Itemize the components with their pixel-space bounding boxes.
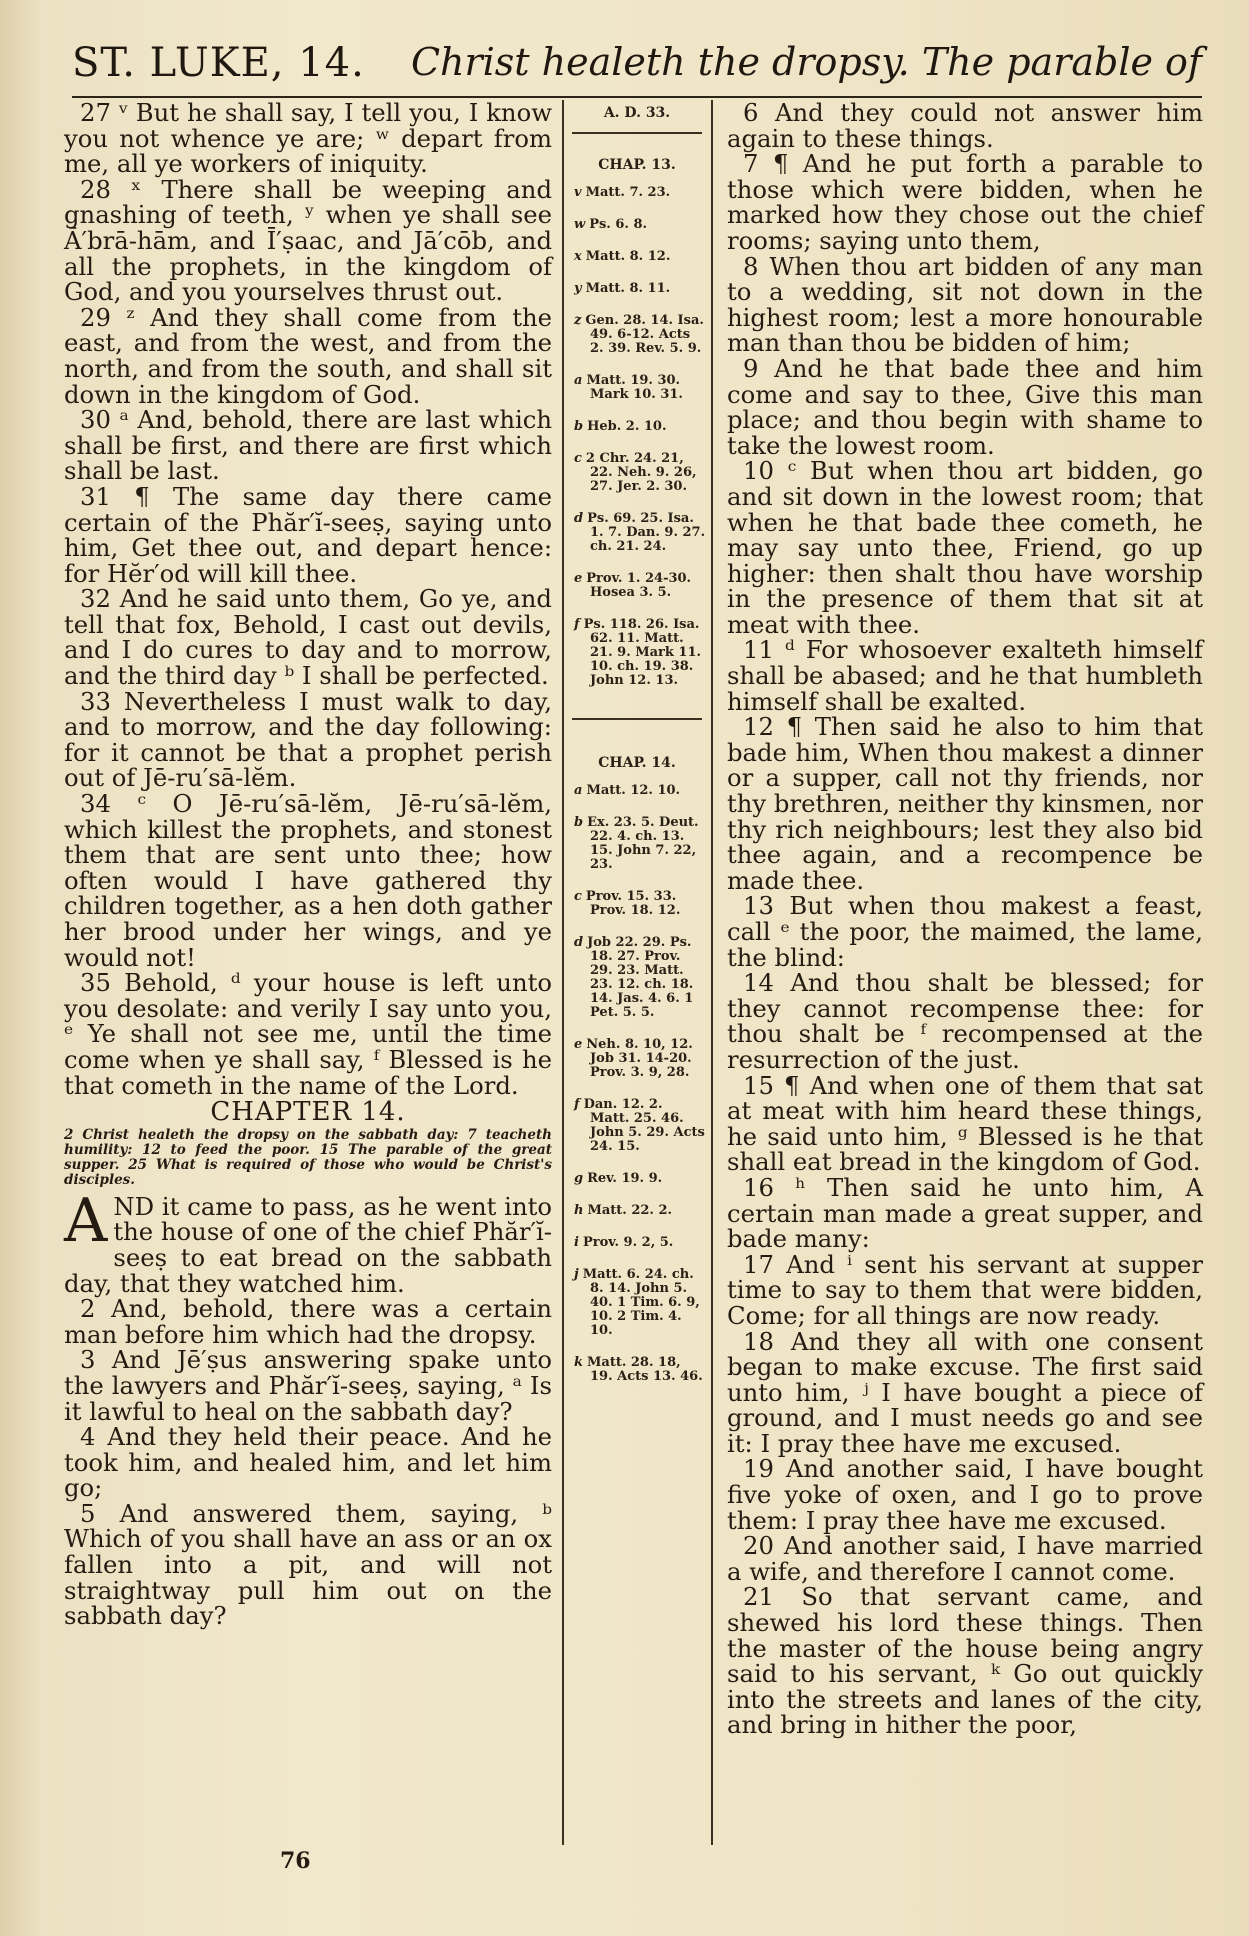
reference-letter: i	[574, 1235, 579, 1250]
reference-letter: e	[574, 571, 583, 586]
verse: 16 ʰ Then said he unto him, A certain man made a great supper, and bade many:	[727, 1172, 1203, 1254]
drop-cap: A	[64, 1185, 108, 1256]
reference-letter: b	[574, 419, 584, 434]
reference-text: Matt. 8. 12.	[585, 249, 671, 264]
reference-text: Ps. 118. 26. Isa. 62. 11. Matt. 21. 9. Mark 11. 10. ch. 19. 38. John 12. 13.	[583, 617, 702, 688]
page-number: 76	[280, 1848, 311, 1874]
reference-text: Prov. 9. 2, 5.	[582, 1235, 674, 1250]
verse: 28 ˣ There shall be weeping and gnashing of teeth, ʸ when ye shall see Ā′brā-hām, and Ī′ṣaac, and Jā′cōb, and all the prophets, in the kingdom of God, and you yourselves thrust out.	[64, 174, 552, 307]
verse: 32 And he said unto them, Go ye, and tell that fox, Behold, I cast out devils, and I do cures to day and to morrow, and the third day ᵇ I shall be perfected.	[64, 584, 552, 691]
verse: 21 So that servant came, and shewed his lord these things. Then the master of the house being angry said to his servant, ᵏ Go out quickly into the streets and lanes of the city, and bring in hither the poor,	[727, 1582, 1203, 1740]
chapter-summary: 2 Christ healeth the dropsy on the sabbath day: 7 teacheth humility: 12 to feed the poor. 15 The parable of the great supper. 25 What is required of those who would be Christ's disciples.	[64, 1126, 552, 1188]
page-header	[72, 40, 1202, 98]
anno-domini: A. D. 33.	[603, 105, 671, 121]
verse: 7 ¶ And he put forth a parable to those which were bidden, when he marked how they chose out the chief rooms; saying unto them,	[727, 149, 1203, 255]
reference-text: Matt. 7. 23.	[585, 185, 671, 200]
cross-reference	[568, 282, 706, 296]
cross-reference	[568, 1268, 706, 1338]
cross-reference	[568, 618, 706, 688]
verse: 5 And answered them, saying, ᵇ Which of you shall have an ass or an ox fallen into a pit, and will not straightway pull him out on the sabbath day?	[64, 1498, 552, 1631]
column-rule-right	[711, 100, 713, 1845]
reference-letter: d	[574, 935, 584, 950]
reference-letter: z	[574, 313, 582, 328]
reference-text: Ps. 6. 8.	[589, 217, 648, 232]
reference-text: Matt. 28. 18, 19. Acts 13. 46.	[587, 1355, 703, 1384]
left-text-column	[64, 100, 552, 1629]
reference-letter: x	[574, 249, 582, 264]
reference-letter: j	[574, 1267, 579, 1282]
reference-letter: d	[574, 511, 584, 526]
reference-text: Matt. 12. 10.	[586, 783, 681, 798]
cross-reference	[568, 186, 706, 200]
reference-text: 2 Chr. 24. 21, 22. Neh. 9. 26, 27. Jer. 2. 30.	[585, 451, 697, 494]
margin-chap-14: CHAP. 14.	[598, 755, 676, 771]
cross-reference	[568, 1204, 706, 1218]
cross-reference	[568, 816, 706, 872]
book-chapter-title: ST. LUKE, 14.	[72, 40, 365, 86]
verse: 17 And ⁱ sent his servant at supper time to say to them that were bidden, Come; for all things are now ready.	[727, 1249, 1203, 1330]
margin-divider	[572, 132, 702, 134]
cross-reference	[568, 572, 706, 600]
reference-text: Gen. 28. 14. Isa. 49. 6-12. Acts 2. 39. Rev. 5. 9.	[585, 313, 704, 356]
cross-reference	[568, 314, 706, 356]
cross-reference	[568, 890, 706, 918]
cross-reference	[568, 784, 706, 798]
reference-text: Matt. 6. 24. ch. 8. 14. John 5. 40. 1 Tim. 6. 9, 10. 2 Tim. 4. 10.	[582, 1267, 700, 1338]
refs-chapter-14	[568, 784, 706, 1384]
refs-chapter-13	[568, 186, 706, 688]
verse: 2 And, behold, there was a certain man before him which had the dropsy.	[64, 1294, 552, 1349]
reference-text: Heb. 2. 10.	[587, 419, 667, 434]
reference-letter: c	[574, 451, 582, 466]
cross-reference	[568, 1038, 706, 1080]
cross-reference	[568, 452, 706, 494]
verse: 9 And he that bade thee and him come and say to thee, Give this man place; and thou begin with shame to take the lowest room.	[727, 353, 1203, 460]
reference-letter: c	[574, 889, 582, 904]
reference-text: Job 22. 29. Ps. 18. 27. Prov. 29. 23. Matt. 23. 12. ch. 18. 14. Jas. 4. 6. 1 Pet. 5. 5.	[587, 935, 694, 1020]
verse-1-text: ND it came to pass, as he went into the house of one of the chief Phăr′ĭ-seeṣ to eat bread on the sabbath day, that they watched him.	[64, 1191, 552, 1298]
verse: 13 But when thou makest a feast, call ᵉ the poor, the maimed, the lame, the blind:	[727, 891, 1203, 972]
verse: 20 And another said, I have married a wife, and therefore I cannot come.	[727, 1531, 1203, 1586]
cross-reference	[568, 936, 706, 1020]
cross-reference	[568, 1236, 706, 1250]
reference-letter: y	[574, 281, 582, 296]
margin-divider	[572, 718, 702, 720]
reference-text: Ex. 23. 5. Deut. 22. 4. ch. 13. 15. John 7. 22, 23.	[587, 815, 699, 872]
verse: 14 And thou shalt be blessed; for they cannot recompense thee: for thou shalt be ᶠ recompensed at the resurrection of the just.	[727, 968, 1203, 1074]
reference-text: Dan. 12. 2. Matt. 25. 46. John 5. 29. Acts 24. 15.	[583, 1097, 705, 1154]
cross-reference	[568, 420, 706, 434]
reference-text: Ps. 69. 25. Isa. 1. 7. Dan. 9. 27. ch. 21. 24.	[587, 511, 706, 554]
cross-reference-margin	[568, 100, 706, 1402]
right-text-column	[727, 100, 1203, 1738]
chapter-heading: CHAPTER 14.	[210, 1097, 406, 1128]
reference-letter: b	[574, 815, 584, 830]
verse: 6 And they could not answer him again to these things.	[727, 98, 1203, 153]
cross-reference	[568, 218, 706, 232]
reference-text: Rev. 19. 9.	[587, 1171, 663, 1186]
cross-reference	[568, 1098, 706, 1154]
verse: 3 And Jē′ṣus answering spake unto the lawyers and Phăr′ĭ-seeṣ, saying, ᵃ Is it lawful to heal on the sabbath day?	[64, 1345, 552, 1426]
verse: 18 And they all with one consent began to make excuse. The first said unto him, ʲ I have bought a piece of ground, and I must needs go and see it: I pray thee have me excused.	[727, 1326, 1203, 1458]
reference-letter: a	[574, 373, 583, 388]
cross-reference	[568, 374, 706, 402]
verse: 4 And they held their peace. And he took him, and healed him, and let him go;	[64, 1422, 552, 1503]
reference-letter: g	[574, 1171, 584, 1186]
verse: 19 And another said, I have bought five yoke of oxen, and I go to prove them: I pray thee have me excused.	[727, 1454, 1203, 1535]
verse: 31 ¶ The same day there came certain of the Phăr′ĭ-seeṣ, saying unto him, Get thee out, and depart hence: for Hĕr′od will kill thee.	[64, 481, 552, 588]
reference-letter: f	[574, 1097, 580, 1112]
reference-letter: k	[574, 1355, 584, 1370]
cross-reference	[568, 250, 706, 264]
cross-reference	[568, 1356, 706, 1384]
reference-text: Neh. 8. 10, 12. Job 31. 14-20. Prov. 3. 9, 28.	[586, 1037, 693, 1080]
verse: 8 When thou art bidden of any man to a wedding, sit not down in the highest room; lest a more honourable man than thou be bidden of him;	[727, 251, 1203, 358]
verse: 35 Behold, ᵈ your house is left unto you desolate: and verily I say unto you, ᵉ Ye shall not see me, until the time come when ye shall say, ᶠ Blessed is he that cometh in the name of the Lord.	[64, 968, 552, 1100]
chapter-opening-verse	[64, 1185, 552, 1298]
cross-reference	[568, 512, 706, 554]
verse: 15 ¶ And when one of them that sat at meat with him heard these things, he said unto him, ᵍ Blessed is he that shall eat bread in the kingdom of God.	[727, 1070, 1203, 1177]
reference-letter: v	[574, 185, 582, 200]
margin-chap-13: CHAP. 13.	[598, 157, 676, 173]
reference-text: Matt. 8. 11.	[585, 281, 671, 296]
verse: 10 ᶜ But when thou art bidden, go and sit down in the lowest room; that when he that bade thee cometh, he may say unto thee, Friend, go up higher: then shalt thou have worship in the presence of them that sit at meat with thee.	[727, 456, 1203, 639]
reference-letter: w	[574, 217, 586, 232]
reference-text: Prov. 15. 33. Prov. 18. 12.	[585, 889, 681, 918]
reference-text: Matt. 19. 30. Mark 10. 31.	[586, 373, 683, 402]
verse: 29 ᶻ And they shall come from the east, and from the west, and from the north, and from the south, and shall sit down in the kingdom of God.	[64, 302, 552, 409]
verse: 11 ᵈ For whosoever exalteth himself shall be abased; and he that humbleth himself shall be exalted.	[727, 635, 1203, 716]
running-head: Christ healeth the dropsy. The parable of	[410, 40, 1202, 84]
reference-letter: a	[574, 783, 583, 798]
reference-letter: e	[574, 1037, 583, 1052]
verse: 33 Nevertheless I must walk to day, and to morrow, and the day following: for it cannot be that a prophet perish out of Jē-ru′sā-lĕm.	[64, 686, 552, 793]
verse: 34 ᶜ O Jē-ru′sā-lĕm, Jē-ru′sā-lĕm, which killest the prophets, and stonest them that are sent unto thee; how often would I have gathered thy children together, as a hen doth gather her brood under her wings, and ye would not!	[64, 789, 552, 972]
reference-letter: f	[574, 617, 580, 632]
cross-reference	[568, 1172, 706, 1186]
verse: 12 ¶ Then said he also to him that bade him, When thou makest a dinner or a supper, call not thy friends, nor thy brethren, neither thy kinsmen, nor thy rich neighbours; lest they also bid thee again, and a recompence be made thee.	[727, 712, 1203, 895]
reference-text: Prov. 1. 24-30. Hosea 3. 5.	[586, 571, 692, 600]
column-rule-left	[562, 100, 564, 1845]
reference-letter: h	[574, 1203, 584, 1218]
verse: 27 ᵛ But he shall say, I tell you, I know you not whence ye are; ʷ depart from me, all ye workers of iniquity.	[64, 98, 552, 179]
verse: 30 ᵃ And, behold, there are last which shall be first, and there are first which shall be last.	[64, 405, 552, 486]
reference-text: Matt. 22. 2.	[587, 1203, 673, 1218]
